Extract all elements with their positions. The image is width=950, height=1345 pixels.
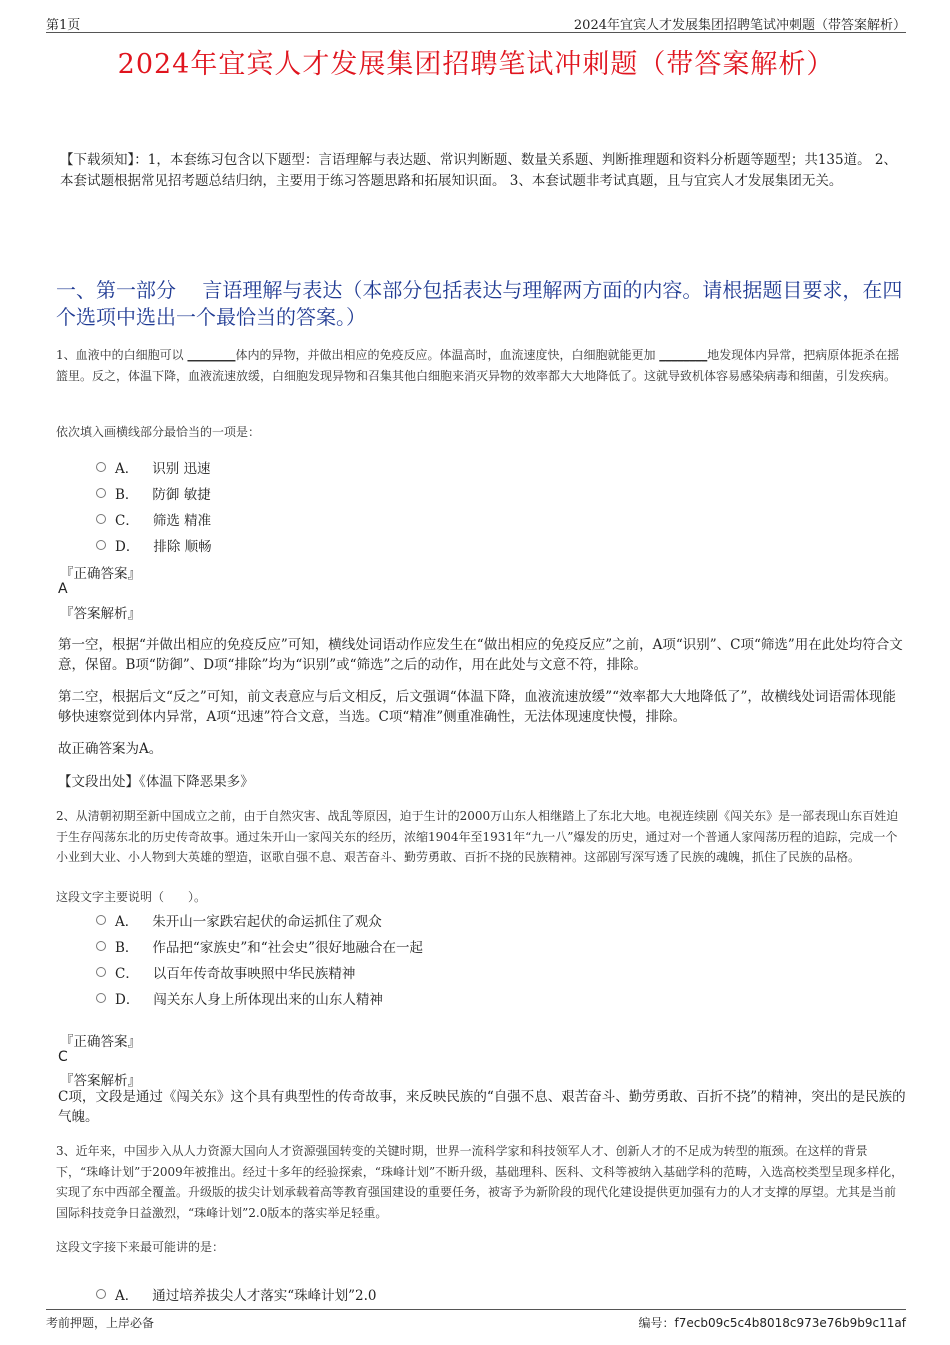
q1-blank-2: ________ — [659, 348, 708, 362]
radio-icon[interactable] — [96, 488, 106, 498]
option-letter: A． — [115, 1288, 139, 1304]
option-text: 闯关东人身上所体现出来的山东人精神 — [153, 992, 383, 1008]
q1-option-d[interactable] — [96, 535, 212, 555]
q1-text-b: 体内的异物，并做出相应的免疫反应。体温高时，血流速度快，白细胞就能更加 — [235, 348, 660, 362]
document-id-label: 编号： — [638, 1316, 675, 1330]
radio-icon[interactable] — [96, 993, 106, 1003]
q2-correct-label: 『正确答案』 — [60, 1034, 141, 1050]
option-text: 以百年传奇故事映照中华民族精神 — [152, 966, 356, 982]
q1-correct-label: 『正确答案』 — [60, 566, 141, 582]
document-id-value: f7ecb09c5c4b8018c973e76b9b9c11af — [674, 1316, 906, 1330]
radio-icon[interactable] — [96, 462, 106, 472]
document-title: 2024年宜宾人才发展集团招聘笔试冲刺题（带答案解析） — [117, 49, 835, 80]
q1-source: 【文段出处】《体温下降恶果多》 — [58, 774, 254, 790]
section-heading: 一、第一部分 言语理解与表达（本部分包括表达与理解两方面的内容。请根据题目要求，在四个选项中选出一个最恰当的答案。） — [56, 278, 903, 329]
question-3-text: 3、近年来，中国步入从人力资源大国向人才资源强国转变的关键时期，世界一流科学家和科技领军人才、创新人才的不足成为转型的瓶颈。在这样的背景下，“珠峰计划”于2009年被推出。经过十多年的经验探索，“珠峰计划”不断升级，基础理科、医科、文科等被纳入基础学科的范畴，入选高校类型呈现多样化，实现了东中西部全覆盖。升级版的拔尖计划承载着高等教育强国建设的重要任务，被寄予为新阶段的现代化建设提供更加强有力的人才支撑的厚望。尤其是当前国际科技竞争日益激烈，“珠峰计划”2.0版本的落实举足轻重。 — [56, 1144, 904, 1220]
header-rule — [46, 32, 906, 33]
question-1-prompt: 依次填入画横线部分最恰当的一项是： — [56, 425, 261, 439]
q2-option-a[interactable] — [96, 910, 382, 930]
option-text: 排除 顺畅 — [153, 539, 212, 555]
radio-icon[interactable] — [96, 967, 106, 977]
option-letter: B． — [115, 487, 139, 503]
q1-text-a: 1、血液中的白细胞可以 — [56, 348, 188, 362]
q1-correct-answer: A — [58, 581, 68, 597]
running-title: 2024年宜宾人才发展集团招聘笔试冲刺题（带答案解析） — [573, 18, 906, 33]
question-2-text: 2、从清朝初期至新中国成立之前，由于自然灾害、战乱等原因，迫于生计的2000万山东人相继踏上了东北大地。电视连续剧《闯关东》是一部表现山东百姓迫于生存闯荡东北的历史传奇故事。通过朱开山一家闯关东的经历，浓缩1904年至1931年“九一八”爆发的历史，通过对一个普通人家闯荡历程的追踪，完成一个小业到大业、小人物到大英雄的塑造，讴歌自强不息、艰苦奋斗、勤劳勇敢、百折不挠的民族精神。这部剧写深写透了民族的魂魄，抓住了民族的品格。 — [56, 809, 899, 864]
q1-option-c[interactable] — [96, 509, 211, 529]
q1-analysis-para-1: 第一空，根据“并做出相应的免疫反应”可知，横线处词语动作应发生在“做出相应的免疫反应”之前，A项“识别”、C项“筛选”用在此处均符合文意，保留。B项“防御”、D项“排除”均为“识别”或“筛选”之后的动作，用在此处与文意不符，排除。 — [58, 637, 903, 673]
option-letter: C． — [115, 513, 139, 529]
q1-text-c: 地发现体内异常，把病原体扼杀在摇篮里。反之，体温下降，血液流速放缓，白细胞发现异物和召集其他白细胞来消灭异物的效率都大大地降低了。这就导致机体容易感染病毒和细菌，引发疾病。 — [56, 348, 900, 383]
q1-option-b[interactable] — [96, 483, 211, 503]
radio-icon[interactable] — [96, 514, 106, 524]
radio-icon[interactable] — [96, 915, 106, 925]
q2-analysis-label: 『答案解析』 — [60, 1073, 141, 1089]
footer-rule — [46, 1309, 906, 1310]
q1-option-a[interactable] — [96, 457, 211, 477]
option-letter: C． — [115, 966, 139, 982]
question-2-prompt: 这段文字主要说明（ ）。 — [56, 890, 207, 904]
option-text: 防御 敏捷 — [152, 487, 211, 503]
radio-icon[interactable] — [96, 1289, 106, 1299]
q1-analysis-conclusion: 故正确答案为A。 — [58, 741, 163, 757]
q1-analysis-para-2: 第二空，根据后文“反之”可知，前文表意应与后文相反，后文强调“体温下降，血液流速放缓”“效率都大大地降低了”，故横线处词语需体现能够快速察觉到体内异常，A项“迅速”符合文意，当选。C项“精准”侧重准确性，无法体现速度快慢，排除。 — [58, 689, 896, 725]
option-letter: B． — [115, 940, 139, 956]
option-letter: A． — [115, 914, 139, 930]
option-text: 筛选 精准 — [152, 513, 212, 529]
footer-slogan: 考前押题，上岸必备 — [46, 1316, 155, 1330]
download-notice: 【下载须知】：1，本套练习包含以下题型：言语理解与表达题、常识判断题、数量关系题、判断推理题和资料分析题等题型；共135道。 2、本套试题根据常见招考题总结归纳，主要用于练习答题思路和拓展知识面。 3、本套试题非考试真题，且与宜宾人才发展集团无关。 — [60, 152, 897, 189]
document-id — [639, 1314, 906, 1331]
q1-blank-1: ________ — [187, 348, 236, 362]
radio-icon[interactable] — [96, 540, 106, 550]
option-letter: D． — [115, 992, 140, 1008]
radio-icon[interactable] — [96, 941, 106, 951]
q2-option-d[interactable] — [96, 988, 383, 1008]
q2-correct-answer: C — [58, 1049, 68, 1065]
q2-option-b[interactable] — [96, 936, 423, 956]
option-text: 通过培养拔尖人才落实“珠峰计划”2.0 — [152, 1288, 377, 1304]
q2-analysis: C项，文段是通过《闯关东》这个具有典型性的传奇故事，来反映民族的“自强不息、艰苦奋斗、勤劳勇敢、百折不挠”的精神，突出的是民族的气魄。 — [58, 1089, 906, 1125]
q2-option-c[interactable] — [96, 962, 355, 982]
q1-analysis-label: 『答案解析』 — [60, 606, 141, 622]
q3-option-a[interactable] — [96, 1284, 377, 1304]
option-text: 识别 迅速 — [152, 461, 211, 477]
option-text: 作品把“家族史”和“社会史”很好地融合在一起 — [152, 940, 424, 956]
option-letter: D． — [115, 539, 140, 555]
page-number: 第1页 — [46, 18, 81, 33]
option-letter: A． — [115, 461, 139, 477]
question-1-text — [56, 345, 906, 386]
option-text: 朱开山一家跌宕起伏的命运抓住了观众 — [152, 914, 382, 930]
question-3-prompt: 这段文字接下来最可能讲的是： — [56, 1240, 225, 1254]
